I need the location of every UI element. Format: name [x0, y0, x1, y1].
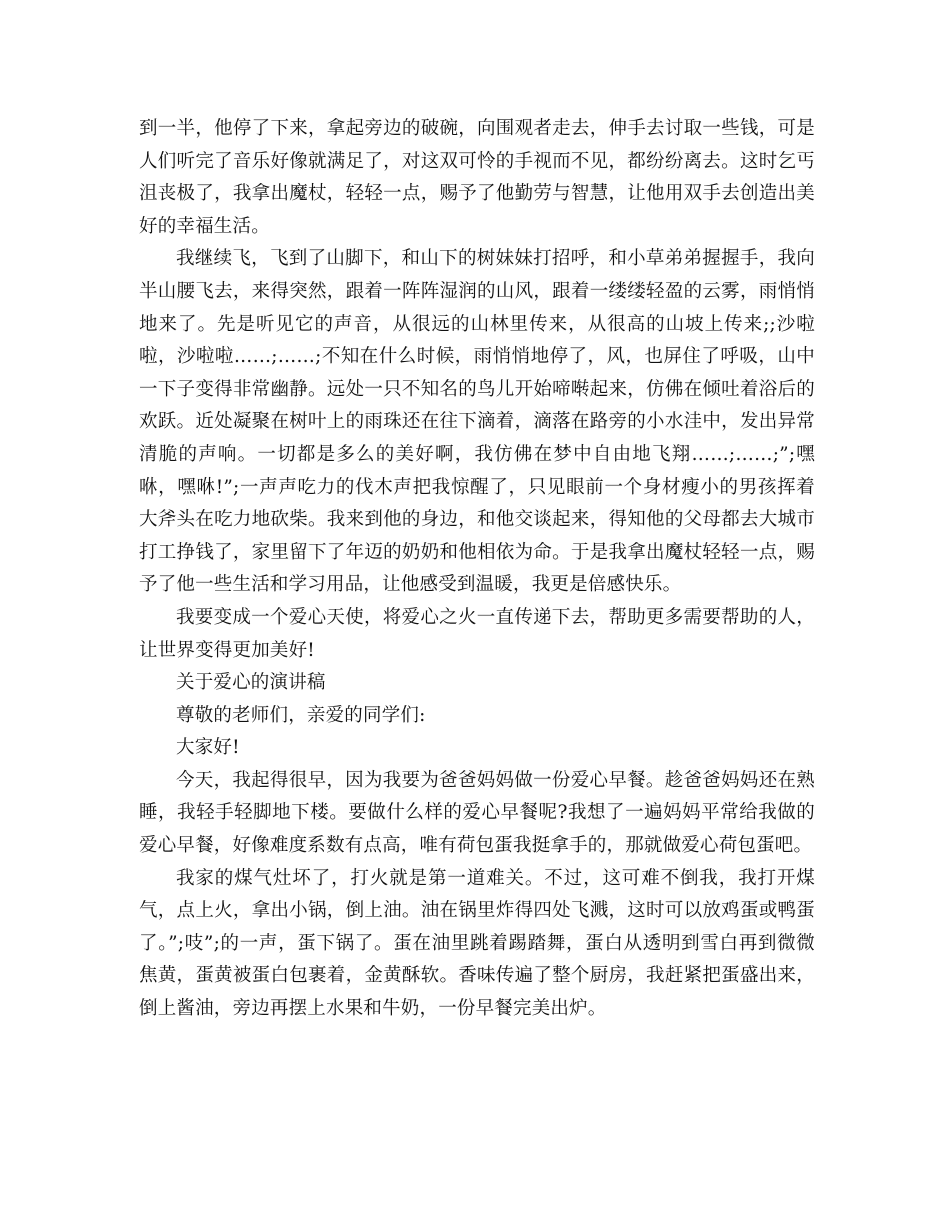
paragraph-3: 我要变成一个爱心天使，将爱心之火一直传递下去，帮助更多需要帮助的人，让世界变得更加美好!	[139, 606, 815, 661]
paragraph-2: 我继续飞，飞到了山脚下，和山下的树妹妹打招呼，和小草弟弟握握手，我向半山腰飞去，来得突然，跟着一阵阵湿润的山风，跟着一缕缕轻盈的云雾，雨悄悄地来了。先是听见它的声音，从很远的山林里传来，从很高的山坡上传来;;沙啦啦，沙啦啦……;……;不知在什么时候，雨悄悄地停了，风，也屏住了呼吸，山中一下子变得非常幽静。远处一只不知名的鸟儿开始啼啭起来，仿佛在倾吐着浴后的欢跃。近处凝聚在树叶上的雨珠还在往下滴着，滴落在路旁的小水洼中，发出异常清脆的声响。一切都是多么的美好啊，我仿佛在梦中自由地飞翔……;……;”;嘿咻，嘿咻!”;一声声吃力的伐木声把我惊醒了，只见眼前一个身材瘦小的男孩挥着大斧头在吃力地砍柴。我来到他的身边，和他交谈起来，得知他的父母都去大城市打工挣钱了，家里留下了年迈的奶奶和他相依为命。于是我拿出魔杖轻轻一点，赐予了他一些生活和学习用品，让他感受到温暖，我更是倍感快乐。	[139, 248, 815, 596]
speech-title: 关于爱心的演讲稿	[176, 672, 326, 694]
paragraph-1: 到一半，他停了下来，拿起旁边的破碗，向围观者走去，伸手去讨取一些钱，可是人们听完了音乐好像就满足了，对这双可怜的手视而不见，都纷纷离去。这时乞丐沮丧极了，我拿出魔杖，轻轻一点，赐予了他勤劳与智慧，让他用双手去创造出美好的幸福生活。	[139, 118, 815, 237]
greeting: 大家好!	[176, 737, 240, 759]
document-body	[139, 113, 815, 1026]
paragraph-8: 我家的煤气灶坏了，打火就是第一道难关。不过，这可难不倒我，我打开煤气，点上火，拿出小锅，倒上油。油在锅里炸得四处飞溅，这时可以放鸡蛋或鸭蛋了。”;吱”;的一声，蛋下锅了。蛋在油里跳着踢踏舞，蛋白从透明到雪白再到微微焦黄，蛋黄被蛋白包裹着，金黄酥软。香味传遍了整个厨房，我赶紧把蛋盛出来，倒上酱油，旁边再摆上水果和牛奶，一份早餐完美出炉。	[139, 867, 815, 1020]
salutation: 尊敬的老师们，亲爱的同学们:	[176, 704, 426, 726]
paragraph-7: 今天，我起得很早，因为我要为爸爸妈妈做一份爱心早餐。趁爸爸妈妈还在熟睡，我轻手轻脚地下楼。要做什么样的爱心早餐呢?我想了一遍妈妈平常给我做的爱心早餐，好像难度系数有点高，唯有荷包蛋我挺拿手的，那就做爱心荷包蛋吧。	[139, 769, 815, 857]
